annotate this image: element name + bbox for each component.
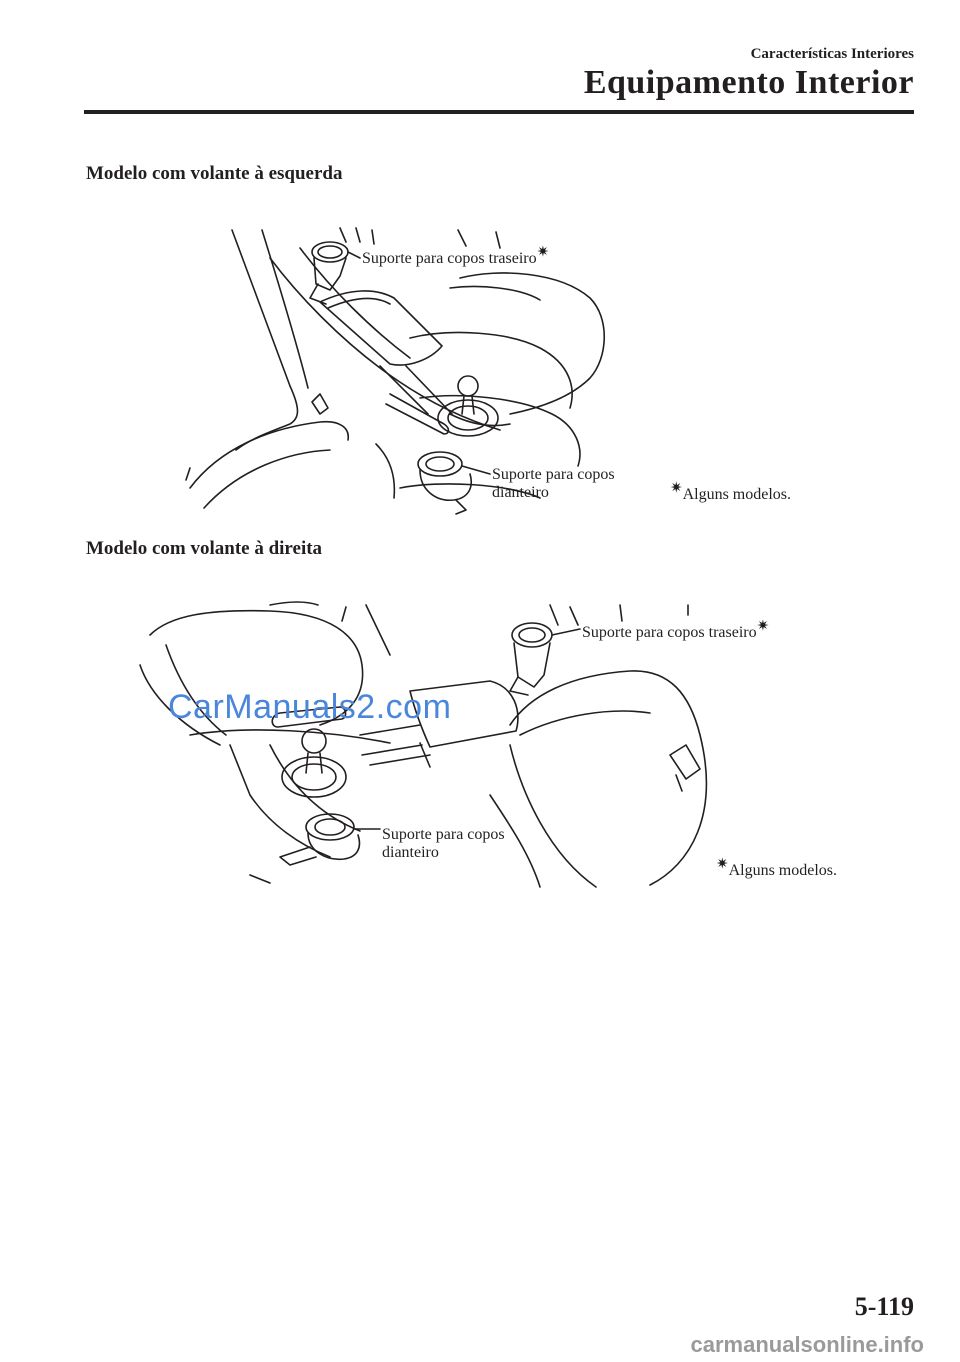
some-models-note-lhd: ✷Alguns modelos. xyxy=(670,480,792,503)
rear-cupholder-label-lhd: Suporte para copos traseiro✷ xyxy=(362,244,550,267)
footer-site-link[interactable]: carmanualsonline.info xyxy=(690,1332,924,1357)
page-number: 5-119 xyxy=(854,1292,914,1321)
front-cupholder-label-lhd: Suporte para copos dianteiro xyxy=(492,466,615,501)
figure-left-heading: Modelo com volante à esquerda xyxy=(86,163,343,184)
watermark: CarManuals2.com xyxy=(168,688,452,726)
some-models-note-rhd: ✷Alguns modelos. xyxy=(716,856,838,879)
page-title: Equipamento Interior xyxy=(583,64,914,101)
header-rule xyxy=(84,110,914,114)
section-heading: Características Interiores xyxy=(750,46,914,62)
figure-right-heading: Modelo com volante à direita xyxy=(86,538,323,559)
rear-cupholder-label-rhd: Suporte para copos traseiro✷ xyxy=(582,618,770,641)
front-cupholder-label-rhd: Suporte para copos dianteiro xyxy=(382,826,505,861)
